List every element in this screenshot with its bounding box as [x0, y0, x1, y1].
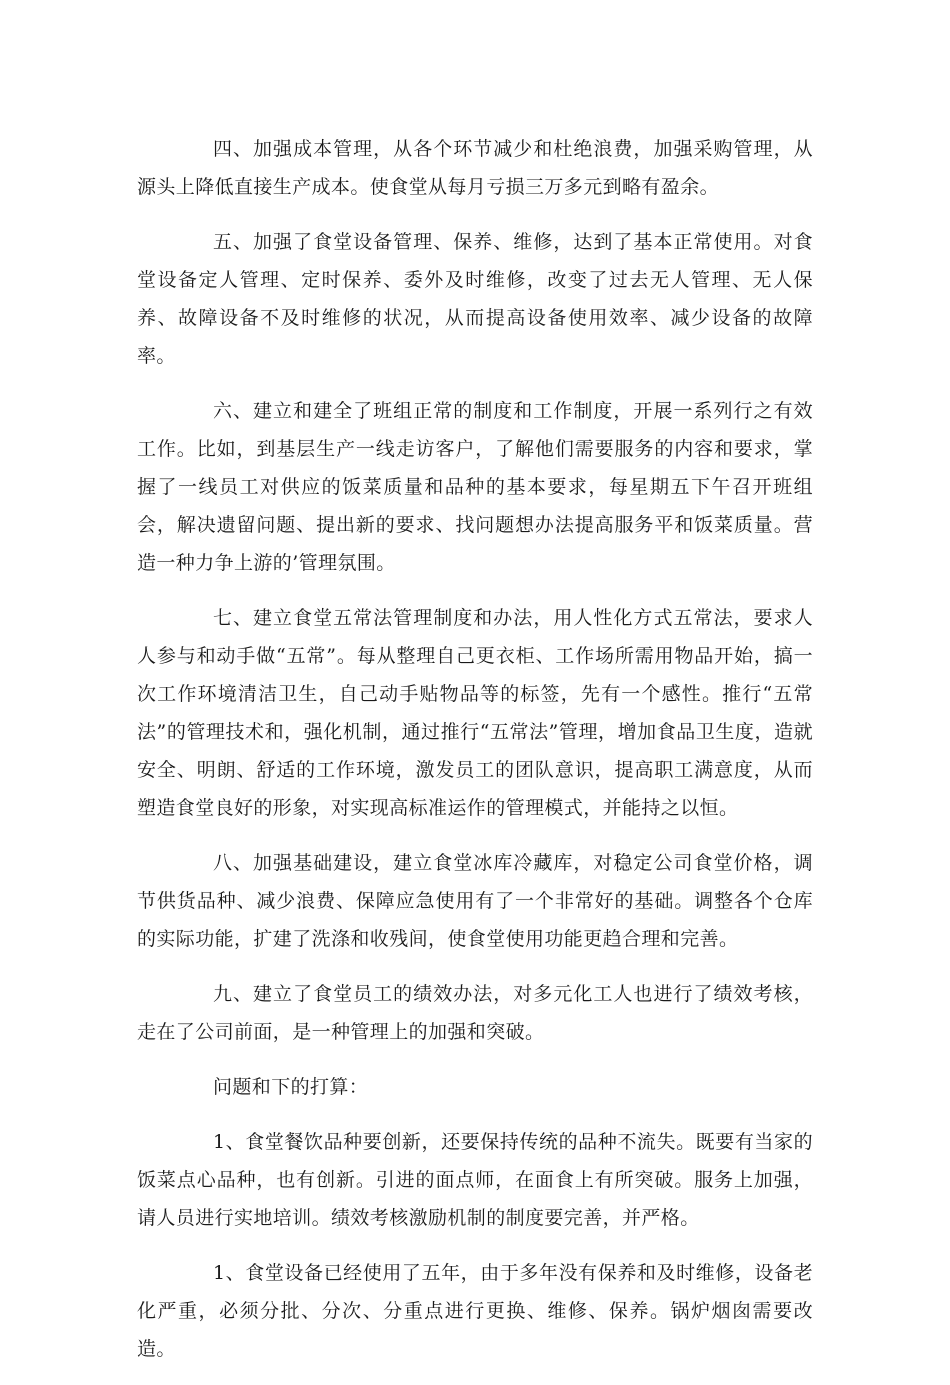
paragraph-equipment-management: 五、加强了食堂设备管理、保养、维修，达到了基本正常使用。对食堂设备定人管理、定时保养、委外及时维修，改变了过去无人管理、无人保养、故障设备不及时维修的状况，从而提高设备使用效率、减少设备的故障率。 [137, 231, 813, 367]
document-body [137, 130, 813, 1385]
paragraph-equipment-aging: 1、食堂设备已经使用了五年，由于多年没有保养和及时维修，设备老化严重，必须分批、分次、分重点进行更换、维修、保养。锅炉烟囱需要改造。 [137, 1262, 813, 1360]
paragraph-performance: 九、建立了食堂员工的绩效办法，对多元化工人也进行了绩效考核，走在了公司前面，是一种管理上的加强和突破。 [137, 983, 813, 1043]
paragraph-cost-management: 四、加强成本管理，从各个环节减少和杜绝浪费，加强采购管理，从源头上降低直接生产成本。使食堂从每月亏损三万多元到略有盈余。 [137, 138, 813, 198]
paragraph-infrastructure: 八、加强基础建设，建立食堂冰库冷藏库，对稳定公司食堂价格，调节供货品种、减少浪费、保障应急使用有了一个非常好的基础。调整各个仓库的实际功能，扩建了洗涤和收残间，使食堂使用功能更趋合理和完善。 [137, 852, 813, 950]
paragraph-team-system: 六、建立和建全了班组正常的制度和工作制度，开展一系列行之有效工作。比如，到基层生产一线走访客户，了解他们需要服务的内容和要求，掌握了一线员工对供应的饭菜质量和品种的基本要求，每星期五下午召开班组会，解决遗留问题、提出新的要求、找问题想办法提高服务平和饭菜质量。营造一种力争上游的’管理氛围。 [137, 400, 813, 574]
paragraph-innovation: 1、食堂餐饮品种要创新，还要保持传统的品种不流失。既要有当家的饭菜点心品种，也有创新。引进的面点师，在面食上有所突破。服务上加强，请人员进行实地培训。绩效考核激励机制的制度要完善，并严格。 [137, 1131, 813, 1229]
paragraph-five-s-method: 七、建立食堂五常法管理制度和办法，用人性化方式五常法，要求人人参与和动手做“五常”。每从整理自己更衣柜、工作场所需用物品开始，搞一次工作环境清洁卫生，自己动手贴物品等的标签，先有一个感性。推行“五常法”的管理技术和，强化机制，通过推行“五常法”管理，增加食品卫生度，造就安全、明朗、舒适的工作环境，激发员工的团队意识，提高职工满意度，从而塑造食堂良好的形象，对实现高标准运作的管理模式，并能持之以恒。 [137, 607, 813, 819]
section-heading-problems-plans: 问题和下的打算： [213, 1076, 369, 1098]
